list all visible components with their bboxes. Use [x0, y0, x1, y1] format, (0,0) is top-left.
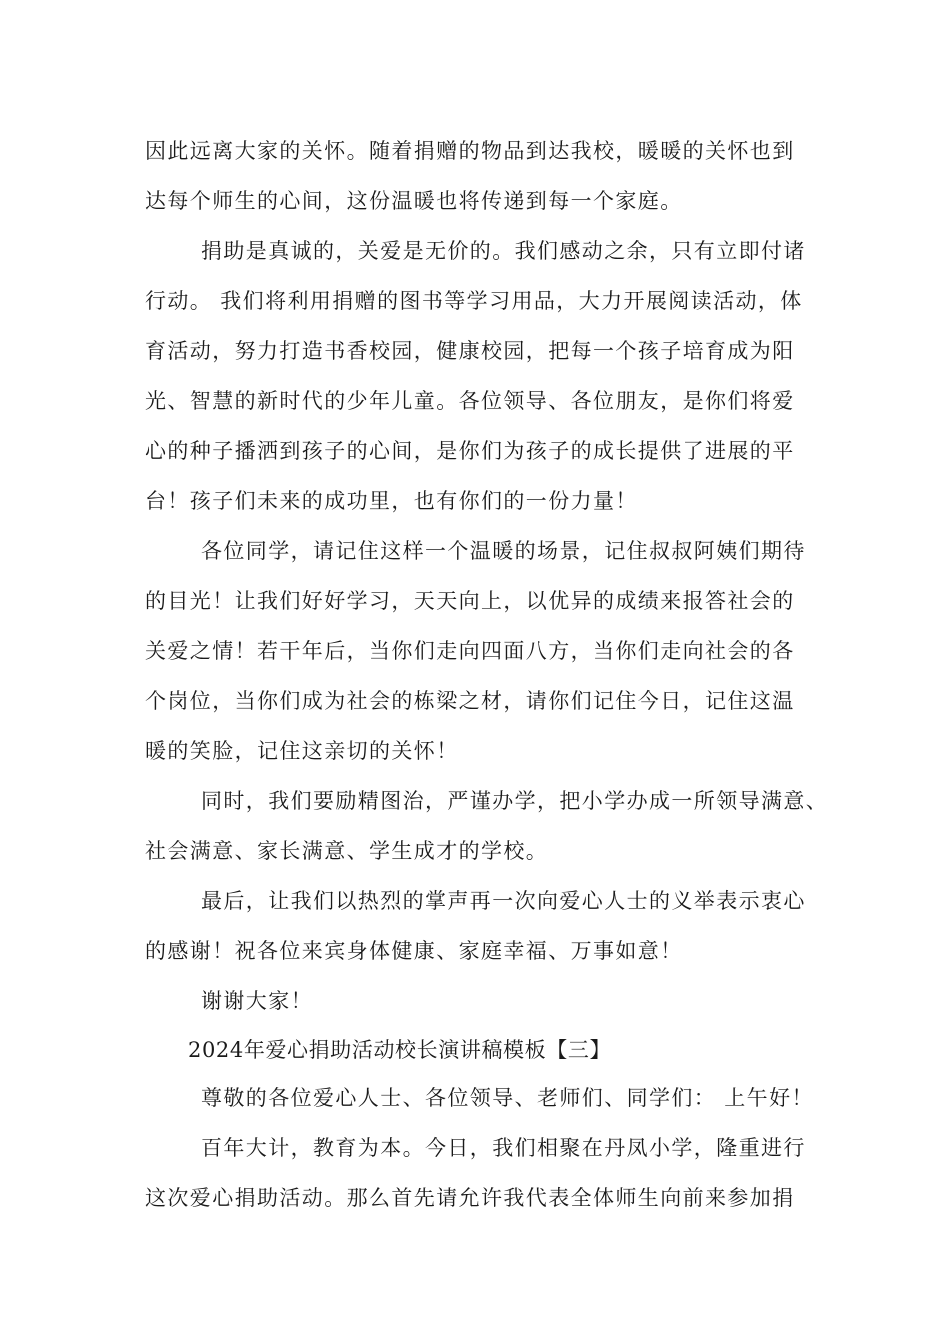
paragraph-line: 光、智慧的新时代的少年儿童。各位领导、各位朋友，是你们将爱 — [145, 389, 795, 413]
section-heading: 2024年爱心捐助活动校长演讲稿模板【三】 — [188, 1038, 612, 1062]
paragraph-line: 暖的笑脸，记住这亲切的关怀！ — [145, 739, 459, 763]
paragraph-line: 尊敬的各位爱心人士、各位领导、老师们、同学们： 上午好！ — [201, 1086, 814, 1110]
paragraph-line: 因此远离大家的关怀。随着捐赠的物品到达我校，暖暖的关怀也到 — [145, 139, 795, 163]
paragraph-line: 育活动，努力打造书香校园，健康校园，把每一个孩子培育成为阳 — [145, 339, 795, 363]
paragraph-line: 百年大计，教育为本。今日，我们相聚在丹凤小学，隆重进行 — [201, 1136, 806, 1160]
paragraph-line: 个岗位，当你们成为社会的栋梁之材，请你们记住今日，记住这温 — [145, 689, 795, 713]
paragraph-line: 的目光！让我们好好学习，天天向上，以优异的成绩来报答社会的 — [145, 589, 795, 613]
paragraph-line: 心的种子播洒到孩子的心间，是你们为孩子的成长提供了进展的平 — [145, 439, 795, 463]
paragraph-line: 这次爱心捐助活动。那么首先请允许我代表全体师生向前来参加捐 — [145, 1186, 795, 1210]
paragraph-line: 捐助是真诚的，关爱是无价的。我们感动之余，只有立即付诸 — [201, 239, 806, 263]
paragraph-line: 各位同学，请记住这样一个温暖的场景，记住叔叔阿姨们期待 — [201, 539, 806, 563]
paragraph-line: 谢谢大家！ — [201, 989, 313, 1013]
paragraph-line: 关爱之情！若干年后，当你们走向四面八方，当你们走向社会的各 — [145, 639, 795, 663]
paragraph-line: 最后，让我们以热烈的掌声再一次向爱心人士的义举表示衷心 — [201, 889, 806, 913]
paragraph-line: 达每个师生的心间，这份温暖也将传递到每一个家庭。 — [145, 189, 683, 213]
paragraph-line: 同时，我们要励精图治，严谨办学，把小学办成一所领导满意、 — [201, 789, 829, 813]
paragraph-line: 台！孩子们未来的成功里，也有你们的一份力量！ — [145, 489, 638, 513]
paragraph-line: 社会满意、家长满意、学生成才的学校。 — [145, 839, 549, 863]
paragraph-line: 的感谢！祝各位来宾身体健康、家庭幸福、万事如意！ — [145, 939, 683, 963]
paragraph-line: 行动。 我们将利用捐赠的图书等学习用品，大力开展阅读活动，体 — [145, 289, 803, 313]
